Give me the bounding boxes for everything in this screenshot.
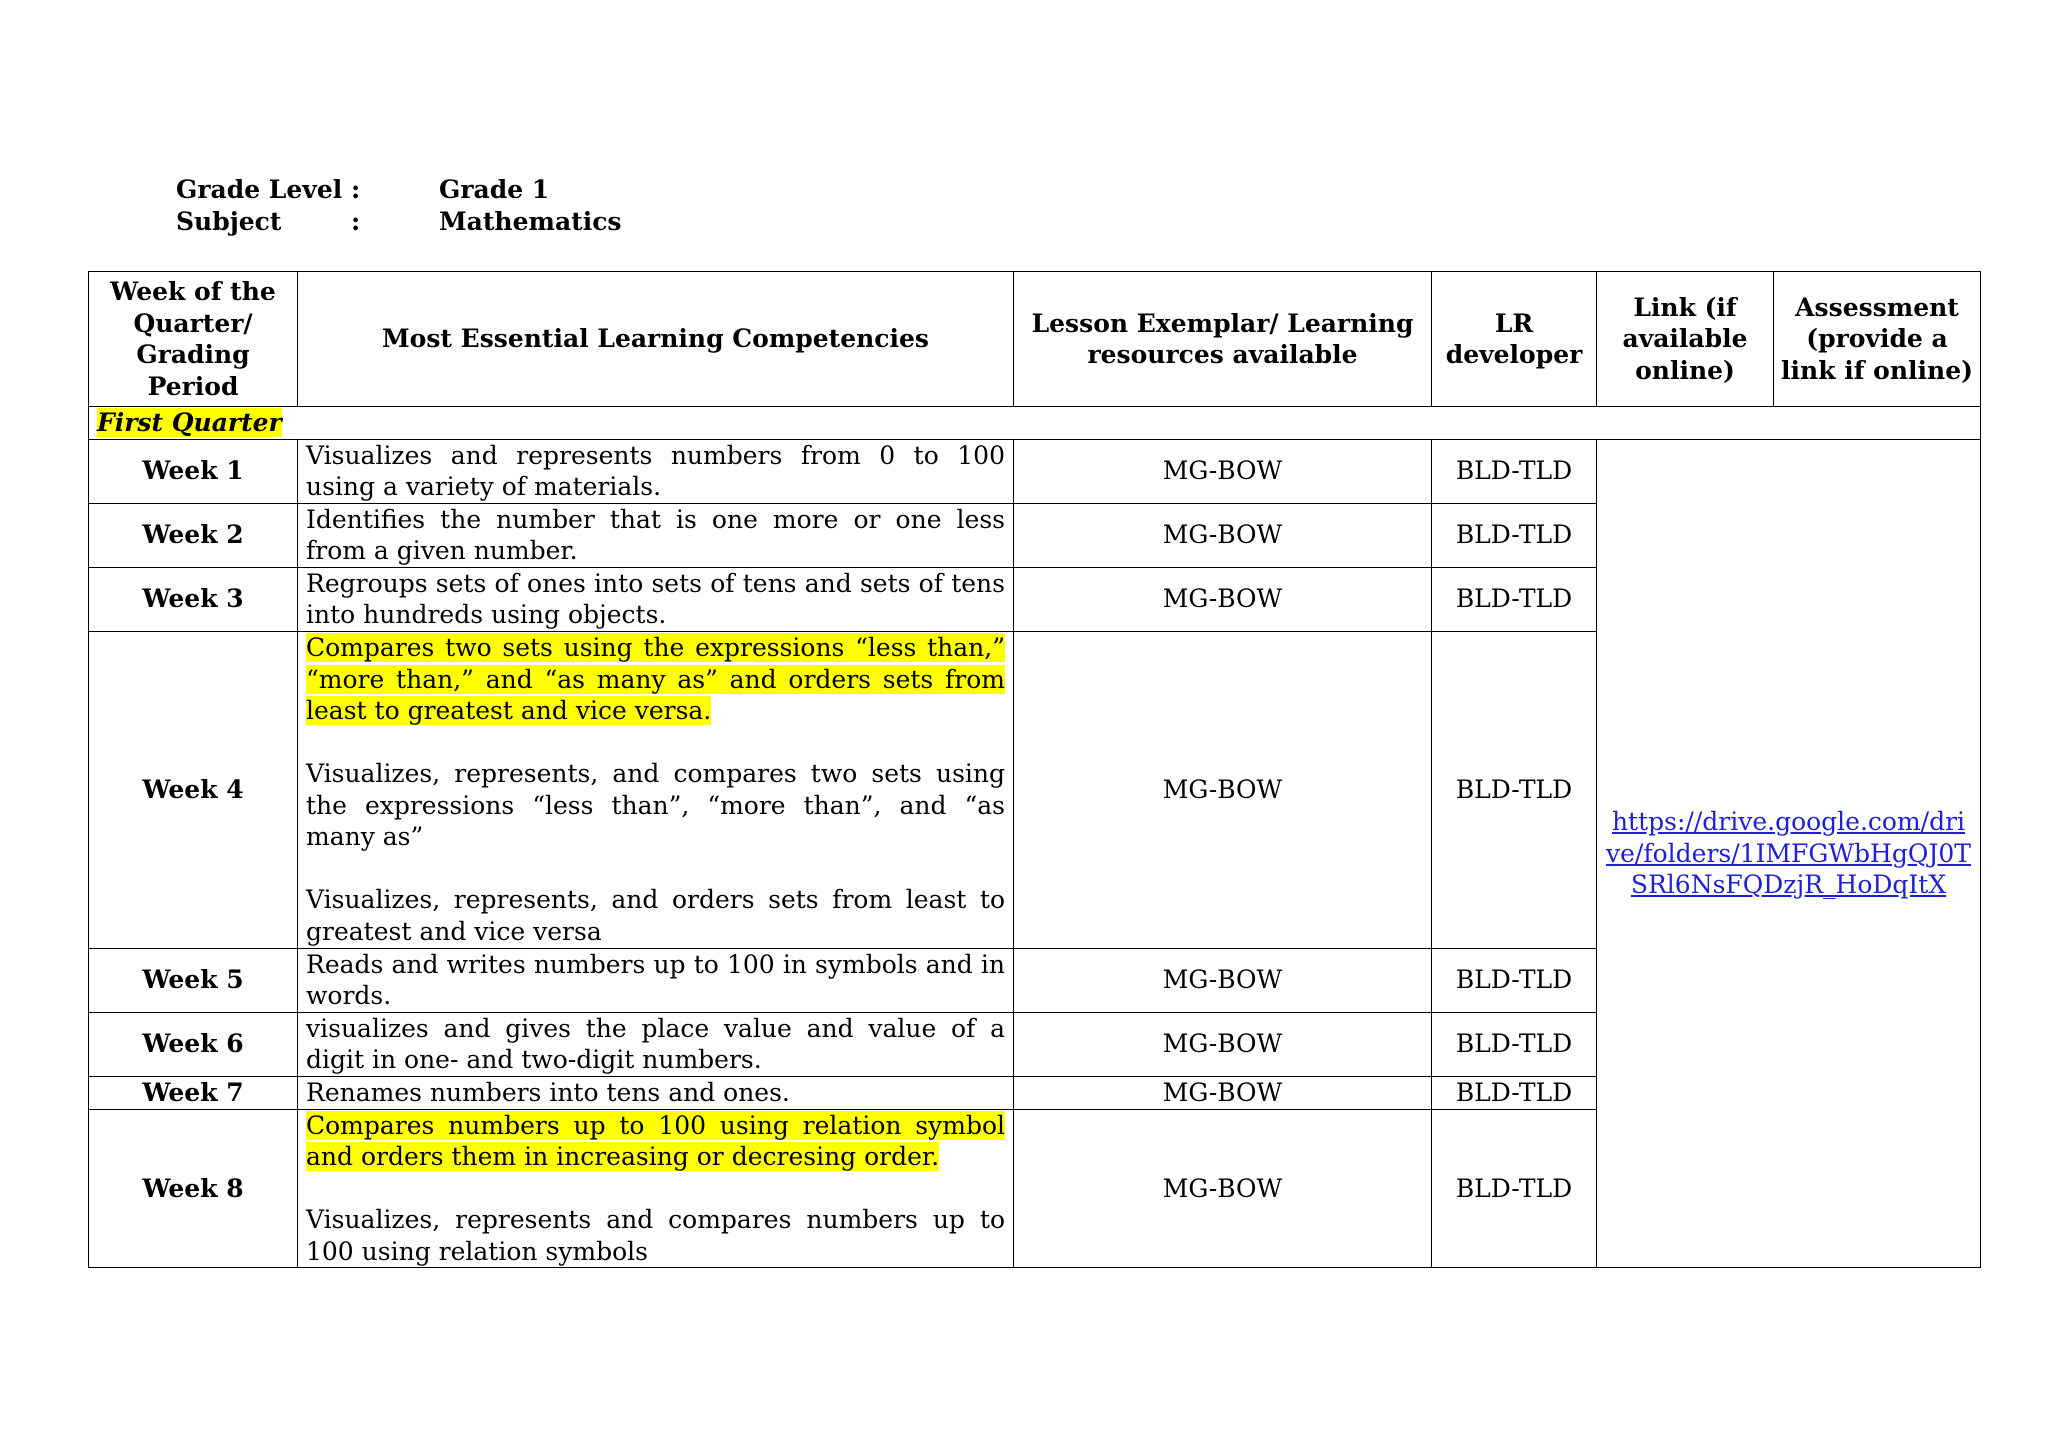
- paragraph-gap: [306, 1173, 1005, 1205]
- competency-text: [306, 1077, 1005, 1109]
- competency-cell: [298, 567, 1014, 631]
- document-header: [176, 174, 622, 238]
- competency-cell: [298, 948, 1014, 1012]
- competency-text: [306, 568, 1005, 631]
- plain-text: Identifies the number that is one more or one less from a given number.: [306, 504, 1005, 565]
- paragraph-gap: [306, 727, 1005, 759]
- week-cell: Week 5: [89, 948, 298, 1012]
- resource-cell: MG-BOW: [1014, 439, 1432, 503]
- subject-value: Mathematics: [439, 207, 622, 236]
- developer-cell: BLD-TLD: [1432, 503, 1597, 567]
- competency-text: [306, 1204, 1005, 1267]
- grade-level-colon: :: [351, 175, 361, 204]
- resource-link-cell: [1597, 439, 1981, 1268]
- week-cell: Week 4: [89, 631, 298, 948]
- highlighted-text: Compares two sets using the expressions “less than,” “more than,” and “as many as” and orders sets from least to greatest and vice versa.: [306, 633, 1005, 725]
- grade-level-label: Grade Level: [176, 175, 343, 204]
- week-cell: Week 7: [89, 1076, 298, 1109]
- quarter-row: [89, 407, 1981, 440]
- grade-level-row: [176, 174, 622, 206]
- competency-text: [306, 884, 1005, 947]
- competency-text: [306, 504, 1005, 567]
- competency-text: [306, 758, 1005, 853]
- table-row: [89, 439, 1981, 503]
- subject-colon: :: [351, 207, 361, 236]
- table-header-row: [89, 272, 1981, 407]
- competency-text: [306, 632, 1005, 727]
- plain-text: Visualizes, represents, and compares two sets using the expressions “less than”, “more than”, and “as many as”: [306, 759, 1005, 851]
- competency-cell: [298, 631, 1014, 948]
- column-header-week: Week of the Quarter/ Grading Period: [89, 272, 298, 407]
- column-header-competencies: Most Essential Learning Competencies: [298, 272, 1014, 407]
- plain-text: Regroups sets of ones into sets of tens and sets of tens into hundreds using objects.: [306, 568, 1005, 629]
- developer-cell: BLD-TLD: [1432, 567, 1597, 631]
- resource-cell: MG-BOW: [1014, 631, 1432, 948]
- subject-row: [176, 206, 622, 238]
- learning-plan-table: [88, 271, 1981, 1268]
- highlighted-text: Compares numbers up to 100 using relation symbol and orders them in increasing or decresing order.: [306, 1110, 1005, 1171]
- column-header-resources: Lesson Exemplar/ Learning resources available: [1014, 272, 1432, 407]
- developer-cell: BLD-TLD: [1432, 948, 1597, 1012]
- developer-cell: BLD-TLD: [1432, 1076, 1597, 1109]
- resource-cell: MG-BOW: [1014, 948, 1432, 1012]
- developer-cell: BLD-TLD: [1432, 631, 1597, 948]
- developer-cell: BLD-TLD: [1432, 1012, 1597, 1076]
- competency-cell: [298, 503, 1014, 567]
- drive-folder-link[interactable]: https://drive.google.com/drive/folders/1IMFGWbHgQJ0TSRl6NsFQDzjR_HoDqItX: [1606, 807, 1971, 899]
- week-cell: Week 6: [89, 1012, 298, 1076]
- resource-cell: MG-BOW: [1014, 1012, 1432, 1076]
- quarter-label: First Quarter: [97, 408, 282, 437]
- competency-text: [306, 949, 1005, 1012]
- resource-cell: MG-BOW: [1014, 1076, 1432, 1109]
- subject-label: Subject: [176, 207, 282, 236]
- plain-text: Visualizes, represents, and orders sets from least to greatest and vice versa: [306, 885, 1005, 946]
- resource-cell: MG-BOW: [1014, 567, 1432, 631]
- paragraph-gap: [306, 853, 1005, 885]
- developer-cell: BLD-TLD: [1432, 439, 1597, 503]
- resource-cell: MG-BOW: [1014, 1109, 1432, 1268]
- grade-level-value: Grade 1: [439, 175, 550, 204]
- competency-text: [306, 1013, 1005, 1076]
- week-cell: Week 1: [89, 439, 298, 503]
- plain-text: Visualizes and represents numbers from 0 to 100 using a variety of materials.: [306, 440, 1005, 501]
- competency-text: [306, 1110, 1005, 1173]
- table-body: [89, 407, 1981, 1268]
- plain-text: Visualizes, represents and compares numbers up to 100 using relation symbols: [306, 1205, 1005, 1266]
- week-cell: Week 8: [89, 1109, 298, 1268]
- plain-text: Renames numbers into tens and ones.: [306, 1077, 790, 1107]
- resource-cell: MG-BOW: [1014, 503, 1432, 567]
- plain-text: Reads and writes numbers up to 100 in symbols and in words.: [306, 949, 1005, 1010]
- competency-text: [306, 440, 1005, 503]
- column-header-assessment: Assessment (provide a link if online): [1774, 272, 1981, 407]
- week-cell: Week 3: [89, 567, 298, 631]
- competency-cell: [298, 1076, 1014, 1109]
- developer-cell: BLD-TLD: [1432, 1109, 1597, 1268]
- competency-cell: [298, 1109, 1014, 1268]
- week-cell: Week 2: [89, 503, 298, 567]
- column-header-developer: LR developer: [1432, 272, 1597, 407]
- competency-cell: [298, 1012, 1014, 1076]
- plain-text: visualizes and gives the place value and value of a digit in one- and two-digit numbers.: [306, 1013, 1005, 1074]
- column-header-link: Link (if available online): [1597, 272, 1774, 407]
- quarter-cell: [89, 407, 1981, 440]
- competency-cell: [298, 439, 1014, 503]
